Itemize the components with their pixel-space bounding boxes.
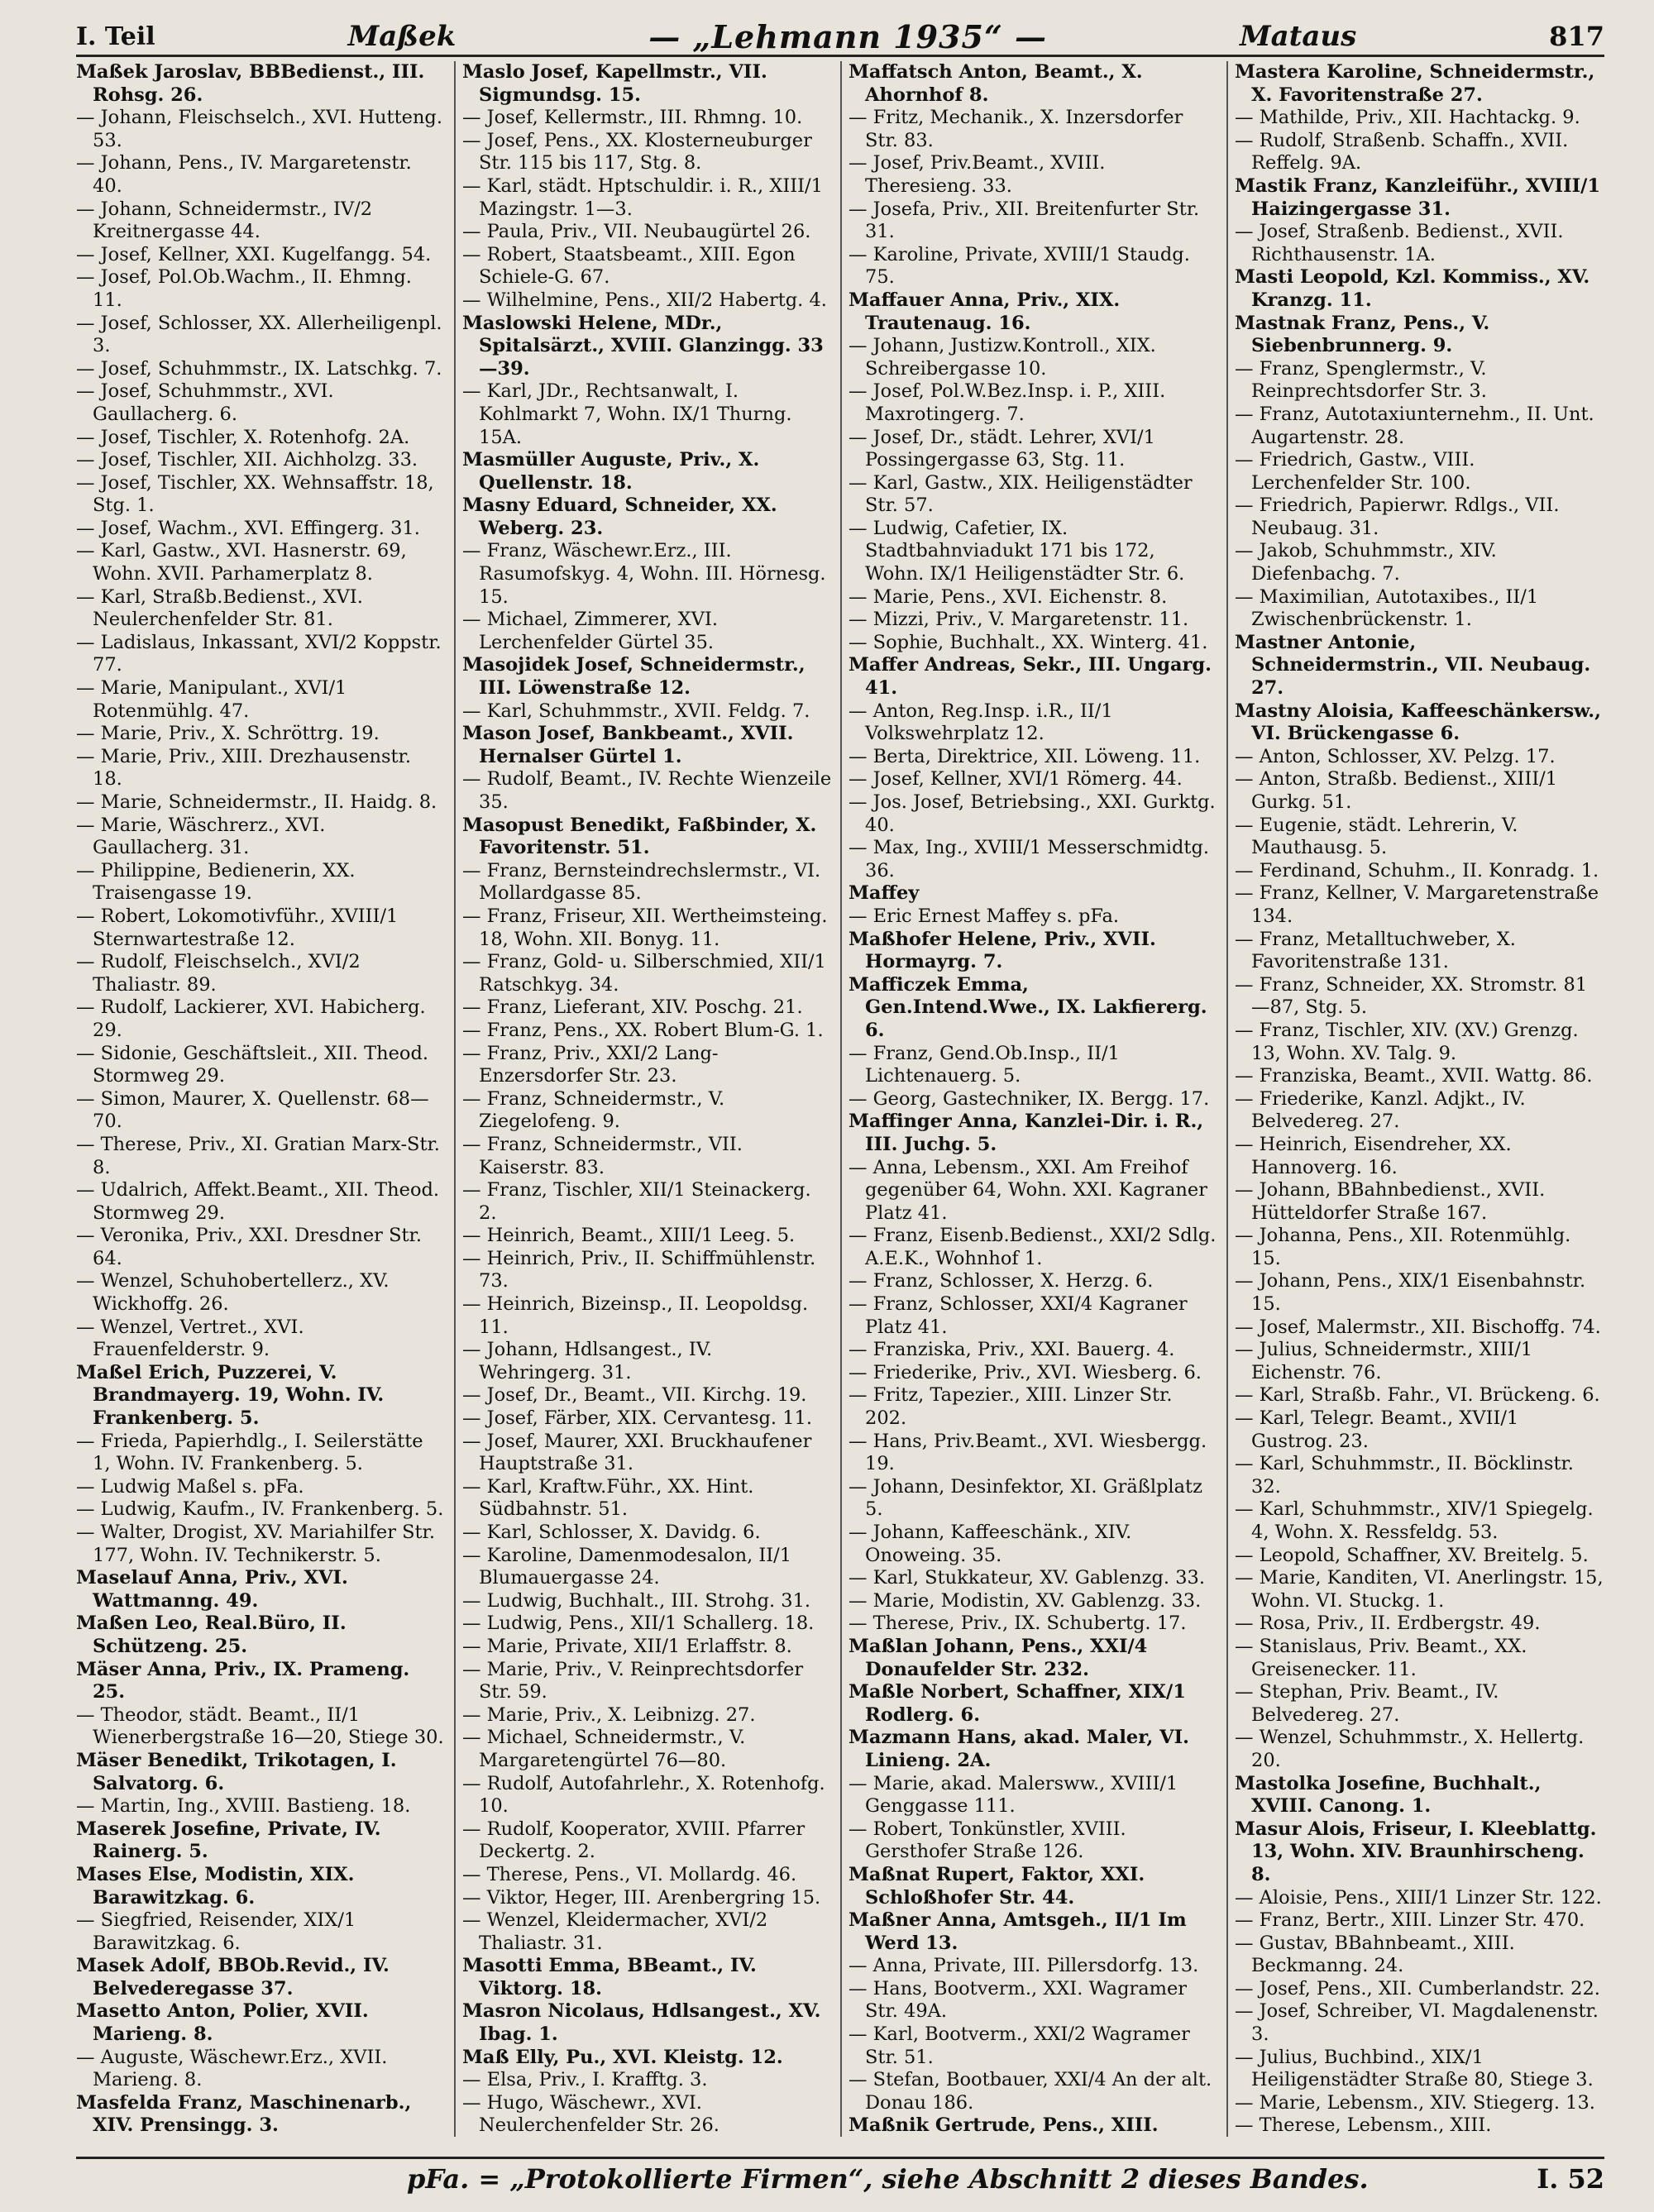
directory-entry: — Friederike, Kanzl. Adjkt., IV. Belvedereg. 27. <box>1235 1087 1526 1133</box>
directory-entry: — Franz, Bertr., XIII. Linzer Str. 470. <box>1235 1909 1585 1932</box>
directory-entry: — Johann, Kaffeeschänk., XIV. Onoweing. 35. <box>849 1522 1132 1566</box>
directory-entry: — Karl, Schuhmmstr., XIV/1 Spiegelg. 4, Wohn. X. Ressfeldg. 53. <box>1235 1498 1594 1543</box>
directory-entry: — Martin, Ing., XVIII. Bastieng. 18. <box>76 1795 411 1818</box>
directory-entry: — Josef, Schlosser, XX. Allerheiligenpl. 3. <box>76 312 442 357</box>
directory-entry: — Fritz, Tapezier., XIII. Linzer Str. 202. <box>849 1384 1173 1430</box>
directory-entry: — Ludwig, Cafetier, IX. Stadtbahnviadukt 171 bis 172, Wohn. IX/1 Heiligenstädter Str. 6. <box>849 517 1185 585</box>
surname-entry: Masti Leopold, Kzl. Kommiss., XV. Kranzg. 11. <box>1235 266 1590 311</box>
directory-entry: — Franz, Schlosser, XXI/4 Kagraner Platz 41. <box>849 1293 1188 1338</box>
directory-entry: — Anna, Lebensm., XXI. Am Freihof gegenüber 64, Wohn. XXI. Kagraner Platz 41. <box>849 1156 1207 1224</box>
directory-entry: — Karl, Telegr. Beamt., XVII/1 Gustrog. 23. <box>1235 1407 1519 1452</box>
directory-entry: — Marie, Priv., X. Schröttrg. 19. <box>76 723 380 745</box>
surname-entry: Masojidek Josef, Schneidermstr., III. Löwenstraße 12. <box>462 654 805 700</box>
surname-entry: Maffinger Anna, Kanzlei-Dir. i. R., III. Juchg. 5. <box>849 1111 1204 1155</box>
directory-entry: — Maximilian, Autotaxibes., II/1 Zwischenbrückenstr. 1. <box>1235 585 1539 631</box>
directory-entry: — Anton, Reg.Insp. i.R., II/1 Volkswehrplatz 12. <box>849 700 1113 745</box>
directory-entry: — Ladislaus, Inkassant, XVI/2 Koppstr. 77. <box>76 631 442 676</box>
directory-entry: — Heinrich, Bizeinsp., II. Leopoldsg. 11. <box>462 1293 809 1338</box>
directory-entry: — Johann, Hdlsangest., IV. Wehringerg. 31. <box>462 1339 713 1383</box>
directory-entry: — Stephan, Priv. Beamt., IV. Belvedereg. 27. <box>1235 1681 1499 1726</box>
surname-entry: Maffey <box>849 882 920 905</box>
directory-entry: — Johann, Desinfektor, XI. Gräßlplatz 5. <box>849 1475 1202 1521</box>
entry-columns <box>76 61 1604 2137</box>
directory-entry: — Robert, Tonkünstler, XVIII. Gersthofer Straße 126. <box>849 1818 1126 1863</box>
directory-entry: — Robert, Staatsbeamt., XIII. Egon Schiele-G. 67. <box>462 243 796 289</box>
directory-entry: — Josef, Malermstr., XII. Bischoffg. 74. <box>1235 1316 1601 1338</box>
directory-entry: — Josef, Dr., städt. Lehrer, XVI/1 Possingergasse 63, Stg. 11. <box>849 426 1155 471</box>
directory-entry: — Udalrich, Affekt.Beamt., XII. Theod. Stormweg 29. <box>76 1179 440 1224</box>
page-header <box>76 18 1604 57</box>
directory-entry: — Siegfried, Reisender, XIX/1 Barawitzkag. 6. <box>76 1909 356 1954</box>
directory-entry: — Walter, Drogist, XV. Mariahilfer Str. 177, Wohn. IV. Technikerstr. 5. <box>76 1522 435 1566</box>
surname-entry: Masron Nicolaus, Hdlsangest., XV. Ibag. 1. <box>462 2000 821 2046</box>
surname-entry: Maffauer Anna, Priv., XIX. Trautenaug. 16. <box>849 289 1121 334</box>
directory-entry: — Stefan, Bootbauer, XXI/4 An der alt. Donau 186. <box>849 2069 1212 2114</box>
directory-entry: — Friederike, Priv., XVI. Wiesberg. 6. <box>849 1361 1202 1383</box>
directory-entry: — Rudolf, Straßenb. Schaffn., XVII. Reffelg. 9A. <box>1235 129 1569 174</box>
part-label: I. Teil <box>76 21 155 51</box>
surname-entry: Maselauf Anna, Priv., XVI. Wattmanng. 49. <box>76 1567 348 1612</box>
footer-note: pFa. = „Protokollierte Firmen“, siehe Abschnitt 2 dieses Bandes. <box>407 2163 1369 2195</box>
directory-entry: — Marie, Wäschrerz., XVI. Gaullacherg. 31. <box>76 814 326 859</box>
surname-entry: Mastnak Franz, Pens., V. Siebenbrunnerg. 9. <box>1235 312 1490 357</box>
directory-entry: — Rudolf, Lackierer, XVI. Habicherg. 29. <box>76 996 426 1041</box>
directory-entry: — Mathilde, Priv., XII. Hachtackg. 9. <box>1235 107 1580 129</box>
directory-entry: — Franz, Schneider, XX. Stromstr. 81—87, Stg. 5. <box>1235 973 1588 1019</box>
directory-entry: — Karl, Straßb. Fahr., VI. Brückeng. 6. <box>1235 1384 1600 1407</box>
directory-entry: — Josef, Färber, XIX. Cervantesg. 11. <box>462 1407 812 1430</box>
directory-entry: — Marie, Lebensm., XIV. Stiegerg. 13. <box>1235 2091 1595 2114</box>
directory-entry: — Karl, Gastw., XVI. Hasnerstr. 69, Wohn. XVII. Parhamerplatz 8. <box>76 540 407 585</box>
surname-entry: Maslowski Helene, MDr., Spitalsärzt., XVIII. Glanzingg. 33—39. <box>462 312 824 380</box>
directory-entry: — Simon, Maurer, X. Quellenstr. 68—70. <box>76 1087 429 1133</box>
directory-entry: — Josef, Straßenb. Bedienst., XVII. Richthausenstr. 1A. <box>1235 221 1564 265</box>
directory-entry: — Friedrich, Papierwr. Rdlgs., VII. Neubaug. 31. <box>1235 494 1560 539</box>
directory-entry: — Johann, Fleischselch., XVI. Hutteng. 53. <box>76 107 442 151</box>
directory-entry: — Heinrich, Eisendreher, XX. Hannoverg. 16. <box>1235 1133 1512 1178</box>
directory-entry: — Franz, Bernsteindrechslermstr., VI. Mollardgasse 85. <box>462 859 821 905</box>
directory-entry: — Mizzi, Priv., V. Margaretenstr. 11. <box>849 609 1189 631</box>
column-3 <box>840 61 1218 2137</box>
surname-entry: Mastik Franz, Kanzleiführ., XVIII/1 Haizingergasse 31. <box>1235 174 1601 220</box>
directory-entry: — Johann, BBahnbedienst., XVII. Hütteldorfer Straße 167. <box>1235 1179 1546 1224</box>
directory-entry: — Josef, Kellermstr., III. Rhmng. 10. <box>462 107 803 129</box>
directory-entry: — Marie, Kanditen, VI. Anerlingstr. 15, Wohn. VI. Stuckg. 1. <box>1235 1567 1604 1612</box>
directory-entry: — Max, Ing., XVIII/1 Messerschmidtg. 36. <box>849 837 1210 881</box>
surname-entry: Maßek Jaroslav, BBBedienst., III. Rohsg. 26. <box>76 61 425 106</box>
directory-entry: — Michael, Schneidermstr., V. Margaretengürtel 76—80. <box>462 1727 746 1771</box>
directory-entry: — Marie, Priv., X. Leibnizg. 27. <box>462 1703 756 1726</box>
directory-entry: — Franz, Schneidermstr., VII. Kaiserstr. 83. <box>462 1133 743 1178</box>
page-title: — „Lehmann 1935“ — <box>648 17 1048 55</box>
surname-entry: Masek Adolf, BBOb.Revid., IV. Belvederegasse 37. <box>76 1955 390 1999</box>
surname-entry: Maserek Josefine, Private, IV. Rainerg. 5. <box>76 1818 381 1863</box>
directory-entry: — Josef, Kellner, XXI. Kugelfangg. 54. <box>76 243 432 265</box>
directory-entry: — Viktor, Heger, III. Arenbergring 15. <box>462 1886 821 1909</box>
directory-entry: — Karl, Kraftw.Führ., XX. Hint. Südbahnstr. 51. <box>462 1475 754 1521</box>
directory-entry: — Jakob, Schuhmmstr., XIV. Diefenbachg. 7. <box>1235 540 1497 585</box>
column-1 <box>76 61 446 2137</box>
directory-entry: — Wilhelmine, Pens., XII/2 Habertg. 4. <box>462 289 827 311</box>
surname-entry: Maß Elly, Pu., XVI. Kleistg. 12. <box>462 2046 783 2068</box>
directory-entry: — Franz, Wäschewr.Erz., III. Rasumofskyg. 4, Wohn. III. Hörnesg. 15. <box>462 540 826 608</box>
directory-entry: — Marie, Schneidermstr., II. Haidg. 8. <box>76 791 437 813</box>
directory-entry: — Frieda, Papierhdlg., I. Seilerstätte 1, Wohn. IV. Frankenberg. 5. <box>76 1430 423 1475</box>
directory-entry: — Josef, Maurer, XXI. Bruckhaufener Hauptstraße 31. <box>462 1430 812 1475</box>
directory-entry: — Leopold, Schaffner, XV. Breitelg. 5. <box>1235 1544 1589 1566</box>
directory-entry: — Franz, Metalltuchweber, X. Favoritenstraße 131. <box>1235 928 1516 973</box>
surname-entry: Masny Eduard, Schneider, XX. Weberg. 23. <box>462 494 777 539</box>
directory-entry: — Karoline, Private, XVIII/1 Staudg. 75. <box>849 243 1190 289</box>
directory-entry: — Johann, Justizw.Kontroll., XIX. Schreibergasse 10. <box>849 335 1156 380</box>
directory-entry: — Marie, Private, XII/1 Erlaffstr. 8. <box>462 1635 792 1657</box>
surname-entry: Mäser Anna, Priv., IX. Prameng. 25. <box>76 1658 410 1703</box>
directory-entry: — Eric Ernest Maffey s. pFa. <box>849 905 1120 927</box>
directory-entry: — Therese, Pens., VI. Mollardg. 46. <box>462 1863 797 1885</box>
directory-entry: — Ludwig, Kaufm., IV. Frankenberg. 5. <box>76 1498 444 1521</box>
directory-entry: — Wenzel, Schuhobertellerz., XV. Wickhoffg. 26. <box>76 1270 390 1316</box>
directory-entry: — Franz, Tischler, XIV. (XV.) Grenzg. 13, Wohn. XV. Talg. 9. <box>1235 1019 1579 1064</box>
directory-entry: — Rudolf, Fleischselch., XVI/2 Thaliastr. 89. <box>76 951 361 996</box>
surname-entry: Masmüller Auguste, Priv., X. Quellenstr. 18. <box>462 449 760 494</box>
directory-entry: — Johann, Pens., IV. Margaretenstr. 40. <box>76 152 412 197</box>
directory-entry: — Josef, Schreiber, VI. Magdalenenstr. 3. <box>1235 2000 1599 2046</box>
directory-entry: — Franz, Schneidermstr., V. Ziegelofeng. 9. <box>462 1087 725 1133</box>
directory-entry: — Franz, Lieferant, XIV. Poschg. 21. <box>462 996 803 1019</box>
surname-entry: Maßnat Rupert, Faktor, XXI. Schloßhofer Str. 44. <box>849 1863 1145 1909</box>
surname-entry: Mazmann Hans, akad. Maler, VI. Linieng. 2A. <box>849 1727 1189 1771</box>
page-footer <box>76 2157 1604 2199</box>
directory-entry: — Heinrich, Beamt., XIII/1 Leeg. 5. <box>462 1225 796 1247</box>
directory-entry: — Karoline, Damenmodesalon, II/1 Blumauergasse 24. <box>462 1544 792 1589</box>
surname-entry: Mastolka Josefine, Buchhalt., XVIII. Canong. 1. <box>1235 1772 1542 1818</box>
directory-entry: — Marie, Pens., XVI. Eichenstr. 8. <box>849 585 1168 608</box>
directory-entry: — Fritz, Mechanik., X. Inzersdorfer Str. 83. <box>849 107 1183 151</box>
directory-entry: — Josef, Tischler, X. Rotenhofg. 2A. <box>76 426 410 448</box>
surname-entry: Mason Josef, Bankbeamt., XVII. Hernalser Gürtel 1. <box>462 723 794 767</box>
surname-entry: Maßner Anna, Amtsgeh., II/1 Im Werd 13. <box>849 1909 1187 1954</box>
directory-entry: — Rudolf, Autofahrlehr., X. Rotenhofg. 10. <box>462 1772 825 1818</box>
directory-entry: — Georg, Gastechniker, IX. Bergg. 17. <box>849 1087 1210 1110</box>
directory-entry: — Theodor, städt. Beamt., II/1 Wienerbergstraße 16—20, Stiege 30. <box>76 1703 444 1749</box>
directory-entry: — Ludwig Maßel s. pFa. <box>76 1475 304 1498</box>
directory-entry: — Franziska, Beamt., XVII. Wattg. 86. <box>1235 1065 1593 1087</box>
directory-entry: — Josef, Schuhmmstr., XVI. Gaullacherg. 6. <box>76 380 334 425</box>
directory-entry: — Ludwig, Pens., XII/1 Schallerg. 18. <box>462 1612 815 1635</box>
directory-entry: — Karl, städt. Hptschuldir. i. R., XIII/1 Mazingstr. 1—3. <box>462 174 823 220</box>
directory-entry: — Stanislaus, Priv. Beamt., XX. Greisenecker. 11. <box>1235 1635 1527 1680</box>
surname-entry: Masur Alois, Friseur, I. Kleeblattg. 13, Wohn. XIV. Braunhirscheng. 8. <box>1235 1818 1597 1885</box>
directory-entry: — Sidonie, Geschäftsleit., XII. Theod. Stormweg 29. <box>76 1042 428 1087</box>
directory-entry: — Josef, Tischler, XX. Wehnsaffstr. 18, Stg. 1. <box>76 471 434 517</box>
surname-entry: Maßen Leo, Real.Büro, II. Schützeng. 25. <box>76 1612 347 1657</box>
directory-entry: — Johanna, Pens., XII. Rotenmühlg. 15. <box>1235 1225 1571 1269</box>
column-4 <box>1226 61 1604 2137</box>
directory-entry: — Franz, Kellner, V. Margaretenstraße 134. <box>1235 882 1599 927</box>
directory-entry: — Veronika, Priv., XXI. Dresdner Str. 64. <box>76 1225 422 1269</box>
right-keyword: Mataus <box>1239 20 1357 53</box>
directory-entry: — Josef, Pens., XII. Cumberlandstr. 22. <box>1235 1977 1600 1999</box>
surname-entry: Maslo Josef, Kapellmstr., VII. Sigmundsg. 15. <box>462 61 767 106</box>
directory-entry: — Hans, Priv.Beamt., XVI. Wiesbergg. 19. <box>849 1430 1207 1475</box>
directory-entry: — Franz, Tischler, XII/1 Steinackerg. 2. <box>462 1179 811 1224</box>
surname-entry: Mastera Karoline, Schneidermstr., X. Favoritenstraße 27. <box>1235 61 1595 106</box>
directory-entry: — Elsa, Priv., I. Krafftg. 3. <box>462 2069 708 2091</box>
surname-entry: Masopust Benedikt, Faßbinder, X. Favoritenstr. 51. <box>462 814 817 859</box>
directory-entry: — Rosa, Priv., II. Erdbergstr. 49. <box>1235 1612 1541 1635</box>
directory-entry: — Franz, Eisenb.Bedienst., XXI/2 Sdlg. A.E.K., Wohnhof 1. <box>849 1225 1217 1269</box>
directory-entry: — Michael, Zimmerer, XVI. Lerchenfelder Gürtel 35. <box>462 609 718 653</box>
surname-entry: Maffatsch Anton, Beamt., X. Ahornhof 8. <box>849 61 1143 106</box>
directory-entry: — Heinrich, Priv., II. Schiffmühlenstr. 73. <box>462 1247 816 1292</box>
surname-entry: Masotti Emma, BBeamt., IV. Viktorg. 18. <box>462 1955 757 1999</box>
directory-entry: — Gustav, BBahnbeamt., XIII. Beckmanng. 24. <box>1235 1932 1515 1977</box>
directory-entry: — Hugo, Wäschewr., XVI. Neulerchenfelder Str. 26. <box>462 2091 719 2137</box>
directory-entry: — Franz, Gend.Ob.Insp., II/1 Lichtenauerg. 5. <box>849 1042 1120 1087</box>
surname-entry: Mases Else, Modistin, XIX. Barawitzkag. 6. <box>76 1863 355 1909</box>
directory-entry: — Ludwig, Buchhalt., III. Strohg. 31. <box>462 1589 811 1612</box>
directory-entry: — Marie, Priv., V. Reinprechtsdorfer Str. 59. <box>462 1658 804 1703</box>
directory-entry: — Anton, Straßb. Bedienst., XIII/1 Gurkg. 51. <box>1235 768 1558 813</box>
directory-entry: — Philippine, Bedienerin, XX. Traisengasse 19. <box>76 859 356 905</box>
surname-entry: Mafficzek Emma, Gen.Intend.Wwe., IX. Lakfiererg. 6. <box>849 973 1207 1041</box>
directory-entry: — Sophie, Buchhalt., XX. Winterg. 41. <box>849 631 1208 653</box>
directory-entry: — Therese, Priv., IX. Schubertg. 17. <box>849 1612 1187 1635</box>
directory-entry: — Wenzel, Schuhmmstr., X. Hellertg. 20. <box>1235 1727 1585 1771</box>
directory-entry: — Franz, Gold- u. Silberschmied, XII/1 Ratschkyg. 34. <box>462 951 826 996</box>
directory-entry: — Franz, Schlosser, X. Herzg. 6. <box>849 1270 1154 1292</box>
directory-entry: — Josef, Dr., Beamt., VII. Kirchg. 19. <box>462 1384 807 1407</box>
surname-entry: Mastny Aloisia, Kaffeeschänkersw., VI. Brückengasse 6. <box>1235 700 1601 745</box>
directory-entry: — Johann, Schneidermstr., IV/2 Kreitnergasse 44. <box>76 198 373 243</box>
directory-entry: — Anton, Schlosser, XV. Pelzg. 17. <box>1235 745 1556 767</box>
surname-entry: Maffer Andreas, Sekr., III. Ungarg. 41. <box>849 654 1212 700</box>
directory-entry: — Rudolf, Beamt., IV. Rechte Wienzeile 35. <box>462 768 832 813</box>
directory-entry: — Paula, Priv., VII. Neubaugürtel 26. <box>462 221 811 243</box>
directory-entry: — Franz, Spenglermstr., V. Reinprechtsdorfer Str. 3. <box>1235 357 1487 403</box>
directory-entry: — Wenzel, Vertret., XVI. Frauenfelderstr. 9. <box>76 1316 304 1361</box>
directory-entry: — Julius, Schneidermstr., XIII/1 Eichenstr. 76. <box>1235 1339 1533 1383</box>
surname-entry: Maßlan Johann, Pens., XXI/4 Donaufelder Str. 232. <box>849 1635 1148 1680</box>
directory-entry: — Jos. Josef, Betriebsing., XXI. Gurktg. 40. <box>849 791 1216 836</box>
directory-entry: — Josef, Schuhmmstr., IX. Latschkg. 7. <box>76 357 442 380</box>
directory-entry: — Josef, Pens., XX. Klosterneuburger Str. 115 bis 117, Stg. 8. <box>462 129 812 174</box>
directory-entry: — Rudolf, Kooperator, XVIII. Pfarrer Deckertg. 2. <box>462 1818 805 1863</box>
directory-entry: — Franz, Autotaxiunternehm., II. Unt. Augartenstr. 28. <box>1235 403 1594 448</box>
directory-entry: — Marie, Priv., XIII. Drezhausenstr. 18. <box>76 745 411 791</box>
directory-entry: — Karl, Straßb.Bedienst., XVI. Neulerchenfelder Str. 81. <box>76 585 363 631</box>
directory-entry: — Ferdinand, Schuhm., II. Konradg. 1. <box>1235 859 1599 881</box>
directory-entry: — Josef, Pol.Ob.Wachm., II. Ehmng. 11. <box>76 266 412 311</box>
directory-entry: — Josef, Kellner, XVI/1 Römerg. 44. <box>849 768 1183 791</box>
sheet-signature: I. 52 <box>1537 2163 1604 2195</box>
surname-entry: Mäser Benedikt, Trikotagen, I. Salvatorg. 6. <box>76 1749 397 1794</box>
column-2 <box>454 61 832 2137</box>
directory-entry: — Aloisie, Pens., XIII/1 Linzer Str. 122. <box>1235 1886 1602 1909</box>
directory-entry: — Auguste, Wäschewr.Erz., XVII. Marieng. 8. <box>76 2046 388 2091</box>
directory-entry: — Therese, Priv., XI. Gratian Marx-Str. 8. <box>76 1133 440 1178</box>
directory-entry: — Karl, Gastw., XIX. Heiligenstädter Str. 57. <box>849 471 1193 517</box>
directory-entry: — Eugenie, städt. Lehrerin, V. Mauthausg. 5. <box>1235 814 1518 859</box>
directory-entry: — Therese, Lebensm., XIII. <box>1235 2114 1492 2137</box>
page-number: 817 <box>1549 21 1604 52</box>
directory-entry: — Josef, Pol.W.Bez.Insp. i. P., XIII. Maxrotingerg. 7. <box>849 380 1166 425</box>
directory-entry: — Friedrich, Gastw., VIII. Lerchenfelder Str. 100. <box>1235 449 1475 494</box>
directory-entry: — Josefa, Priv., XII. Breitenfurter Str. 31. <box>849 198 1200 243</box>
directory-entry: — Franz, Friseur, XII. Wertheimsteing. 18, Wohn. XII. Bonyg. 11. <box>462 905 828 950</box>
directory-entry: — Josef, Tischler, XII. Aichholzg. 33. <box>76 449 418 471</box>
directory-entry: — Karl, Bootverm., XXI/2 Wagramer Str. 51. <box>849 2023 1190 2068</box>
directory-entry: — Karl, Stukkateur, XV. Gablenzg. 33. <box>849 1567 1205 1589</box>
directory-entry: — Marie, akad. Malersww., XVIII/1 Genggasse 111. <box>849 1772 1178 1818</box>
left-keyword: Maßek <box>347 20 457 53</box>
directory-entry: — Josef, Priv.Beamt., XVIII. Theresieng. 33. <box>849 152 1106 197</box>
directory-entry: — Marie, Modistin, XV. Gablenzg. 33. <box>849 1589 1202 1612</box>
surname-entry: Mastner Antonie, Schneidermstrin., VII. Neubaug. 27. <box>1235 631 1591 700</box>
surname-entry: Masfelda Franz, Maschinenarb., XIV. Prensingg. 3. <box>76 2091 412 2137</box>
directory-entry: — Anna, Private, III. Pillersdorfg. 13. <box>849 1955 1199 1977</box>
surname-entry: Masetto Anton, Polier, XVII. Marieng. 8. <box>76 2000 369 2046</box>
surname-entry: Maßnik Gertrude, Pens., XIII. <box>849 2114 1159 2137</box>
directory-entry: — Karl, Schuhmmstr., II. Böcklinstr. 32. <box>1235 1453 1574 1498</box>
directory-entry: — Marie, Manipulant., XVI/1 Rotenmühlg. 47. <box>76 677 347 722</box>
directory-entry: — Berta, Direktrice, XII. Löweng. 11. <box>849 745 1201 767</box>
directory-entry: — Franz, Priv., XXI/2 Lang-Enzersdorfer Str. 23. <box>462 1042 719 1087</box>
surname-entry: Maßel Erich, Puzzerei, V. Brandmayerg. 19, Wohn. IV. Frankenberg. 5. <box>76 1361 385 1430</box>
directory-entry: — Karl, JDr., Rechtsanwalt, I. Kohlmarkt 7, Wohn. IX/1 Thurng. 15A. <box>462 380 792 448</box>
directory-entry: — Wenzel, Kleidermacher, XVI/2 Thaliastr. 31. <box>462 1909 768 1954</box>
directory-entry: — Karl, Schlosser, X. Davidg. 6. <box>462 1522 761 1543</box>
directory-entry: — Johann, Pens., XIX/1 Eisenbahnstr. 15. <box>1235 1270 1586 1316</box>
directory-entry: — Josef, Wachm., XVI. Effingerg. 31. <box>76 517 420 539</box>
directory-entry: — Franz, Pens., XX. Robert Blum-G. 1. <box>462 1019 824 1041</box>
directory-entry: — Franziska, Priv., XXI. Bauerg. 4. <box>849 1339 1175 1361</box>
directory-entry: — Robert, Lokomotivführ., XVIII/1 Sternwartestraße 12. <box>76 905 399 950</box>
directory-entry: — Hans, Bootverm., XXI. Wagramer Str. 49A. <box>849 1977 1188 2023</box>
surname-entry: Maßle Norbert, Schaffner, XIX/1 Rodlerg. 6. <box>849 1681 1186 1726</box>
directory-entry: — Julius, Buchbind., XIX/1 Heiligenstädter Straße 80, Stiege 3. <box>1235 2046 1594 2091</box>
directory-entry: — Karl, Schuhmmstr., XVII. Feldg. 7. <box>462 700 810 722</box>
surname-entry: Maßhofer Helene, Priv., XVII. Hormayrg. 7. <box>849 928 1156 973</box>
